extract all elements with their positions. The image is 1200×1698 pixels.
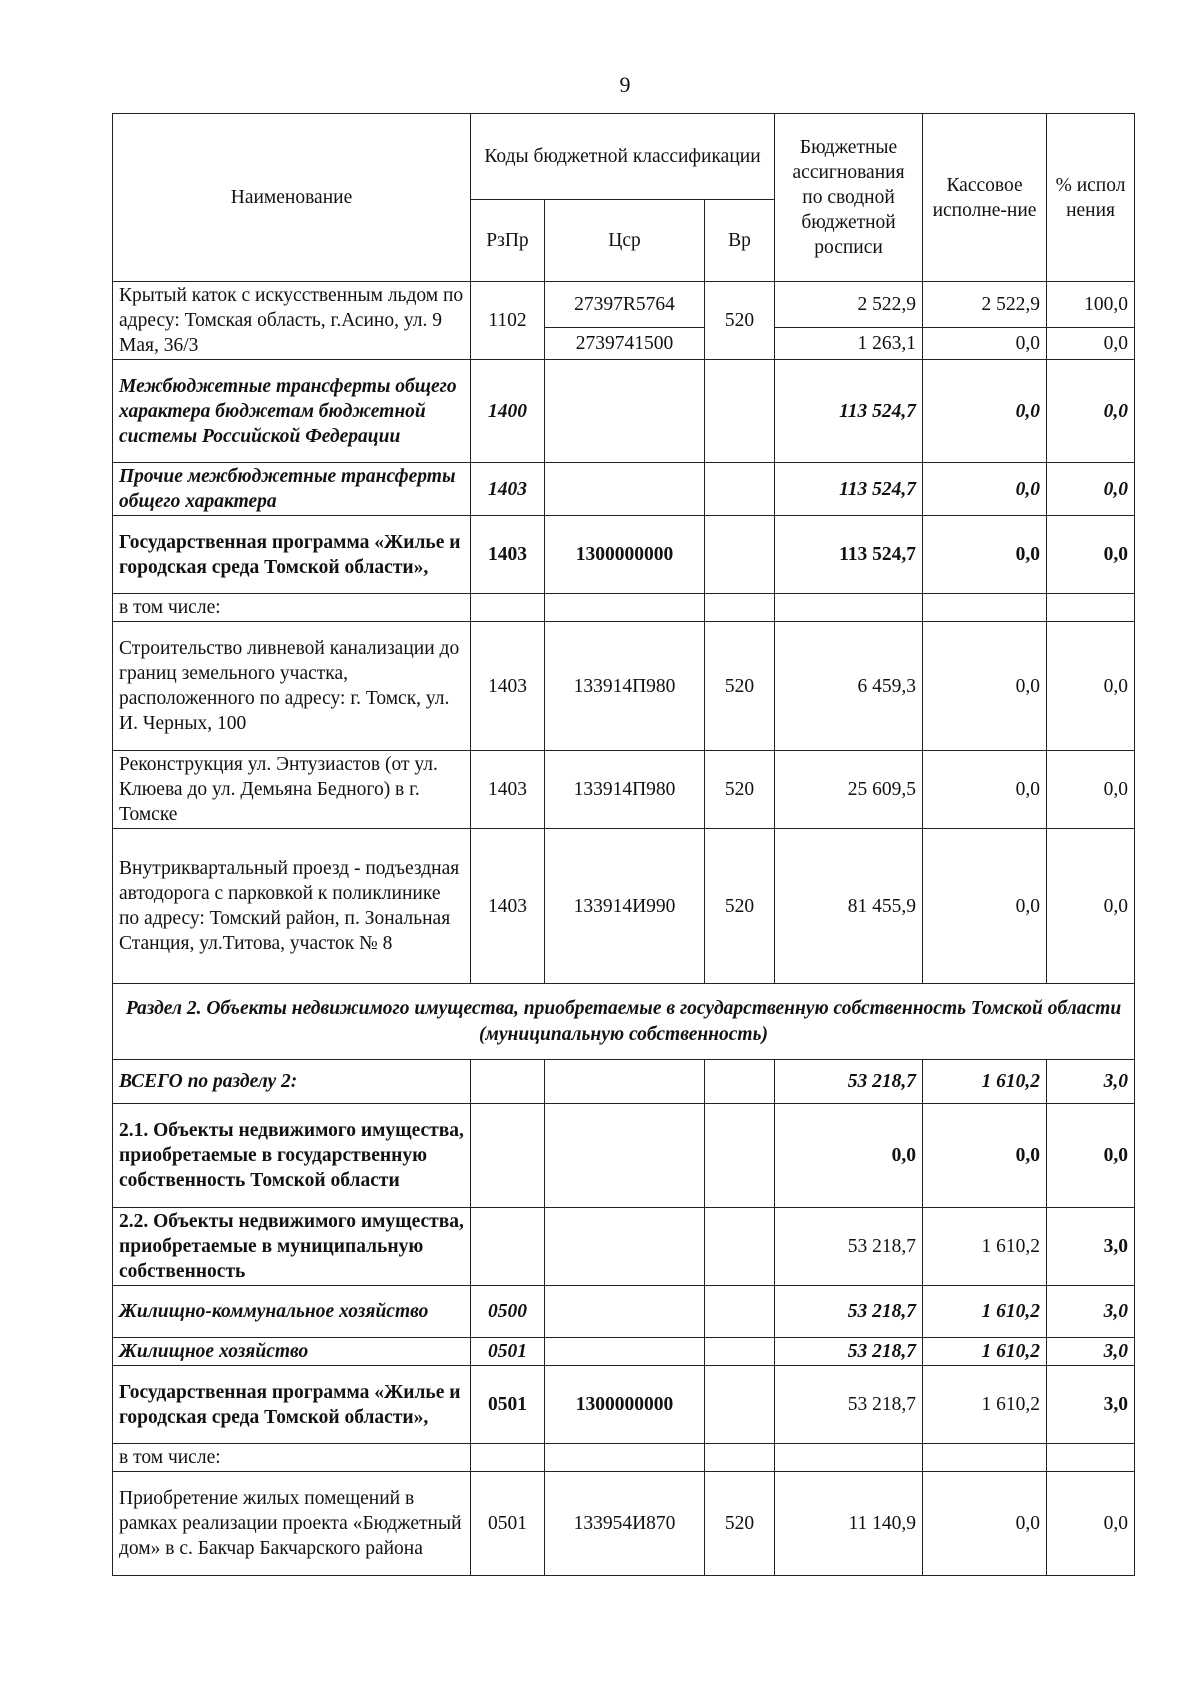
row-cash: 1 610,2 [923,1366,1047,1444]
row-rzpr [471,1208,545,1286]
row-csr [545,360,705,463]
row-pct: 3,0 [1047,1208,1135,1286]
row-pct: 0,0 [1047,516,1135,594]
row-vr: 520 [705,622,775,751]
row-vr: 520 [705,829,775,984]
row-cash: 0,0 [923,1104,1047,1208]
row-cash: 0,0 [923,1472,1047,1576]
row-pct: 0,0 [1047,1472,1135,1576]
row-rzpr: 0501 [471,1338,545,1366]
row-assign: 1 263,1 [775,327,923,360]
row-assign: 2 522,9 [775,282,923,328]
header-rzpr: РзПр [471,200,545,282]
header-name: Наименование [113,114,471,282]
row-cash: 2 522,9 [923,282,1047,328]
row-pct: 0,0 [1047,622,1135,751]
row-rzpr: 1403 [471,751,545,829]
row-vr [705,1060,775,1104]
row-vr: 520 [705,1472,775,1576]
row-assign: 11 140,9 [775,1472,923,1576]
row-rzpr: 1403 [471,622,545,751]
row-name: Крытый каток с искусственным льдом по адресу: Томская область, г.Асино, ул. 9 Мая, 36/3 [113,282,471,360]
row-assign: 6 459,3 [775,622,923,751]
row-rzpr [471,1060,545,1104]
row-vr: 520 [705,751,775,829]
row-cash: 0,0 [923,463,1047,516]
row-pct: 100,0 [1047,282,1135,328]
row-assign: 113 524,7 [775,516,923,594]
row-assign: 25 609,5 [775,751,923,829]
row-pct: 3,0 [1047,1338,1135,1366]
row-name: 2.2. Объекты недвижимого имущества, приобретаемые в муниципальную собственность [113,1208,471,1286]
row-pct: 0,0 [1047,360,1135,463]
row-cash: 1 610,2 [923,1286,1047,1338]
row-name: Прочие межбюджетные трансферты общего характера [113,463,471,516]
row-assign: 53 218,7 [775,1208,923,1286]
row-csr [545,1104,705,1208]
row-cash: 0,0 [923,360,1047,463]
row-cash: 1 610,2 [923,1338,1047,1366]
row-rzpr: 1403 [471,463,545,516]
row-name: Жилищно-коммунальное хозяйство [113,1286,471,1338]
row-rzpr: 1403 [471,516,545,594]
row-rzpr [471,1104,545,1208]
row-vr [705,1104,775,1208]
row-vr [705,1208,775,1286]
row-vr [705,360,775,463]
budget-table [112,113,1135,1576]
row-vr [705,463,775,516]
row-assign: 53 218,7 [775,1366,923,1444]
row-name: 2.1. Объекты недвижимого имущества, приобретаемые в государственную собственность Томской области [113,1104,471,1208]
row-name: Жилищное хозяйство [113,1338,471,1366]
row-vr [705,1366,775,1444]
row-name: Реконструкция ул. Энтузиастов (от ул. Клюева до ул. Демьяна Бедного) в г. Томске [113,751,471,829]
row-csr [545,1060,705,1104]
row-cash: 0,0 [923,516,1047,594]
row-assign: 53 218,7 [775,1286,923,1338]
row-csr [545,1208,705,1286]
row-pct: 0,0 [1047,829,1135,984]
header-vr: Вр [705,200,775,282]
row-csr: 2739741500 [545,327,705,360]
row-cash: 1 610,2 [923,1208,1047,1286]
row-name: в том числе: [113,1444,471,1472]
row-rzpr: 1102 [471,282,545,360]
header-csr: Цср [545,200,705,282]
row-assign: 53 218,7 [775,1060,923,1104]
row-csr [545,463,705,516]
row-assign: 53 218,7 [775,1338,923,1366]
row-pct: 3,0 [1047,1366,1135,1444]
row-assign: 113 524,7 [775,463,923,516]
row-cash: 0,0 [923,751,1047,829]
row-rzpr: 0500 [471,1286,545,1338]
header-codes: Коды бюджетной классификации [471,114,775,200]
row-vr [705,1286,775,1338]
row-cash: 0,0 [923,829,1047,984]
row-name: в том числе: [113,594,471,622]
row-csr: 133914И990 [545,829,705,984]
page-number: 9 [619,72,631,97]
row-pct: 0,0 [1047,463,1135,516]
row-name: Внутриквартальный проезд - подъездная автодорога с парковкой к поликлинике по адресу: Томский район, п. Зональная Станция, ул.Титова, участок № 8 [113,829,471,984]
row-name: ВСЕГО по разделу 2: [113,1060,471,1104]
row-csr: 1300000000 [545,1366,705,1444]
section-heading: Раздел 2. Объекты недвижимого имущества, приобретаемые в государственную собственность Томской области (муниципальную собственность) [113,984,1135,1060]
header-assign: Бюджетные ассигнования по сводной бюджетной росписи [775,114,923,282]
row-cash: 0,0 [923,327,1047,360]
row-name: Строительство ливневой канализации до границ земельного участка, расположенного по адресу: г. Томск, ул. И. Черных, 100 [113,622,471,751]
row-vr [705,1338,775,1366]
row-name: Государственная программа «Жилье и городская среда Томской области», [113,516,471,594]
row-vr: 520 [705,282,775,360]
row-name: Государственная программа «Жилье и городская среда Томской области», [113,1366,471,1444]
row-csr [545,1338,705,1366]
row-pct: 0,0 [1047,751,1135,829]
header-cash: Кассовое исполне-ние [923,114,1047,282]
row-pct: 3,0 [1047,1060,1135,1104]
row-rzpr: 1403 [471,829,545,984]
row-cash: 0,0 [923,622,1047,751]
row-assign: 0,0 [775,1104,923,1208]
row-pct: 0,0 [1047,327,1135,360]
row-vr [705,516,775,594]
row-csr: 1300000000 [545,516,705,594]
row-assign: 81 455,9 [775,829,923,984]
row-pct: 3,0 [1047,1286,1135,1338]
row-rzpr: 0501 [471,1472,545,1576]
row-rzpr: 1400 [471,360,545,463]
row-assign: 113 524,7 [775,360,923,463]
row-csr: 133954И870 [545,1472,705,1576]
row-rzpr: 0501 [471,1366,545,1444]
row-csr: 27397R5764 [545,282,705,328]
row-csr [545,1286,705,1338]
row-name: Межбюджетные трансферты общего характера бюджетам бюджетной системы Российской Федерации [113,360,471,463]
row-cash: 1 610,2 [923,1060,1047,1104]
row-csr: 133914П980 [545,751,705,829]
row-name: Приобретение жилых помещений в рамках реализации проекта «Бюджетный дом» в с. Бакчар Бакчарского района [113,1472,471,1576]
row-csr: 133914П980 [545,622,705,751]
header-pct: % испол нения [1047,114,1135,282]
row-pct: 0,0 [1047,1104,1135,1208]
